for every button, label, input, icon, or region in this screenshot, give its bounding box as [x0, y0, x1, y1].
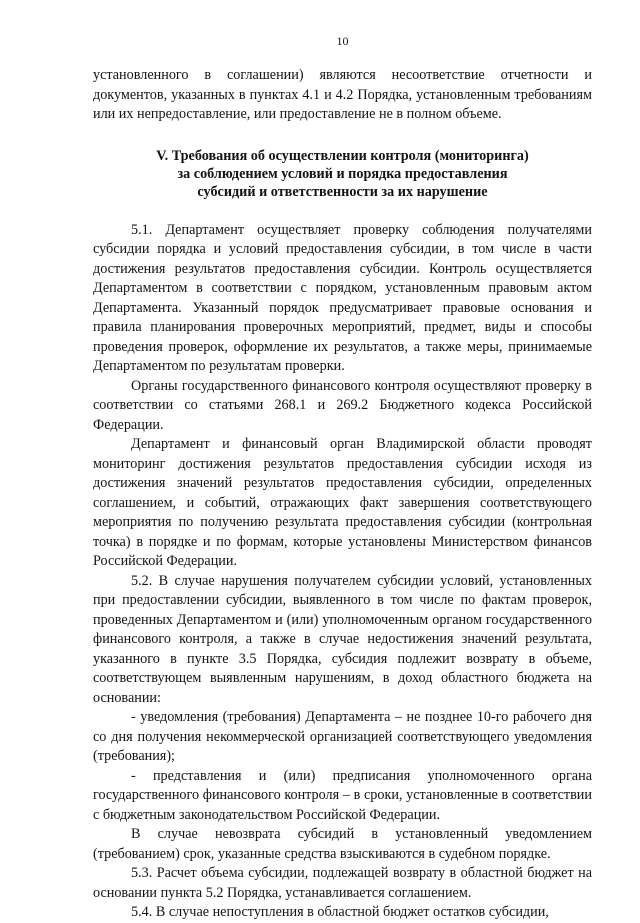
paragraph-non-return: В случае невозврата субсидий в установленный уведомлением (требованием) срок, указанные средства взыскиваются в судебном порядке.: [93, 826, 592, 862]
list-item-representation: - представления и (или) предписания уполномоченного органа государственного финансового контроля – в сроки, установленные в соответствии с бюджетным законодательством Российской Федерации.: [93, 767, 592, 823]
intro-paragraph: установленного в соглашении) являются несоответствие отчетности и документов, указанных в пунктах 4.1 и 4.2 Порядка, установленным требованиям или их непредоставление, или предоставление не в полном объеме.: [93, 67, 592, 122]
section-heading-line: за соблюдением условий и порядка предоставления: [177, 165, 508, 182]
paragraph-monitoring: Департамент и финансовый орган Владимирской области проводят мониторинг достижения результатов предоставления субсидии исходя из достижения значений результатов предоставления субсидии, определенных соглашением, и событий, отражающих факт завершения соответствующего мероприятия по получению результата предоставления субсидии (контрольная точка) в порядке и по формам, которые установлены Министерством финансов Российской Федерации.: [93, 436, 592, 569]
page-number: 10: [336, 34, 349, 48]
paragraph-5-4: 5.4. В случае непоступления в областной бюджет остатков субсидии,: [131, 904, 549, 920]
paragraph-5-1: 5.1. Департамент осуществляет проверку соблюдения получателями субсидии порядка и условий предоставления субсидии, в том числе в части достижения результатов предоставления субсидии. Контроль осуществляется Департаментом в соответствии с порядком, установленным правовым актом Департамента. Указанный порядок предусматривает правовые основания и правила планирования проверочных мероприятий, предмет, виды и способы проведения проверок, оформление их результатов, а также меры, принимаемые Департаментом по результатам проверки.: [93, 221, 592, 374]
paragraph-5-3: 5.3. Расчет объема субсидии, подлежащей возврату в областной бюджет на основании пункта 5.2 Порядка, устанавливается соглашением.: [93, 865, 592, 901]
list-item-notification: - уведомления (требования) Департамента – не позднее 10-го рабочего дня со дня получения некоммерческой организацией соответствующего уведомления (требования);: [93, 709, 592, 764]
paragraph-state-control: Органы государственного финансового контроля осуществляют проверку в соответствии со статьями 268.1 и 269.2 Бюджетного кодекса Российской Федерации.: [93, 377, 592, 433]
section-heading-line: субсидий и ответственности за их нарушение: [197, 183, 488, 200]
paragraph-5-2: 5.2. В случае нарушения получателем субсидии условий, установленных при предоставлении субсидии, выявленного в том числе по фактам проверок, проведенных Департаментом и (или) уполномоченным органом государственного финансового контроля, а также в случае недостижения значений результата, указанного в пункте 3.5 Порядка, субсидия подлежит возврату в объеме, соответствующем выявленным нарушениям, в доход областного бюджета на основании:: [93, 572, 592, 706]
section-heading-line: V. Требования об осуществлении контроля (мониторинга): [156, 147, 529, 164]
section-heading: [93, 147, 592, 201]
